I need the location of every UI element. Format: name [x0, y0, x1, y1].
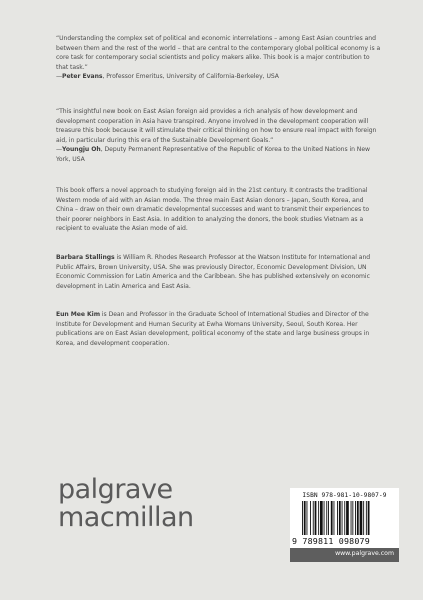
- author-name: Eun Mee Kim: [56, 311, 101, 318]
- barcode-graphic: [302, 501, 392, 535]
- description-text: This book offers a novel approach to studying foreign aid in the 21st century. It contrasts the traditional Western mode of aid with an Asian mode. The three main East Asian donors – Japan, South Korea, and China – draw on their own dramatic developmental successes and want to transmit their experiences to their poorer neighbors in East Asia. In addition to analyzing the donors, the book studies Vietnam as a recipient to evaluate the Asian mode of aid.: [56, 187, 370, 233]
- barcode-digits: 9 789811 098079: [292, 536, 370, 546]
- endorsement-quote-1: [56, 34, 382, 82]
- quote-text: “Understanding the complex set of political and economic interrelations – among East Asian countries and between them and the rest of the world – that are central to the contemporary global political economy is a core task for contemporary social scientists and policy makers alike. This book is a major contribution to that task.”: [56, 35, 381, 71]
- book-description: [56, 186, 382, 234]
- quote-dash: —: [56, 73, 63, 81]
- quote-dash: —: [56, 146, 63, 154]
- barcode-panel: [290, 488, 399, 548]
- author-name: Barbara Stallings: [56, 254, 115, 261]
- quote-author: Peter Evans: [62, 73, 103, 81]
- author-bio-1: [56, 253, 382, 291]
- quote-author: Youngju Oh: [62, 146, 101, 154]
- author-bio-text: is Dean and Professor in the Graduate School of International Studies and Director of the Institute for Development and Human Security at Ewha Womans University, Seoul, South Korea. Her publications are on East Asian development, political economy of the state and large business groups in Korea, and development cooperation.: [56, 311, 370, 347]
- endorsement-quote-2: [56, 107, 382, 165]
- quote-affiliation: , Deputy Permanent Representative of the Republic of Korea to the United Nations in New York, USA: [56, 146, 370, 163]
- author-bio-2: [56, 310, 382, 348]
- publisher-logo-line2: macmillan: [58, 502, 194, 533]
- isbn-label: ISBN 978-981-10-9807-9: [302, 492, 387, 499]
- publisher-logo: [58, 476, 194, 532]
- author-bio-text: is William R. Rhodes Research Professor at the Watson Institute for International and Public Affairs, Brown University, USA. She was previously Director, Economic Development Division, UN Economic Commission for Latin America and the Caribbean. She has published extensively on economic development in Latin America and East Asia.: [56, 254, 371, 290]
- quote-text: “This insightful new book on East Asian foreign aid provides a rich analysis of how development and development cooperation in Asia have transpired. Anyone involved in the development cooperation will treasure this book because it will stimulate their critical thinking on how to ensure real impact with foreign aid, in particular during this era of the Sustainable Development Goals.”: [56, 108, 377, 144]
- website-link[interactable]: www.palgrave.com: [335, 550, 394, 557]
- website-bar: [290, 548, 399, 562]
- quote-affiliation: , Professor Emeritus, University of California-Berkeley, USA: [102, 73, 279, 81]
- publisher-logo-line1: palgrave: [58, 474, 173, 505]
